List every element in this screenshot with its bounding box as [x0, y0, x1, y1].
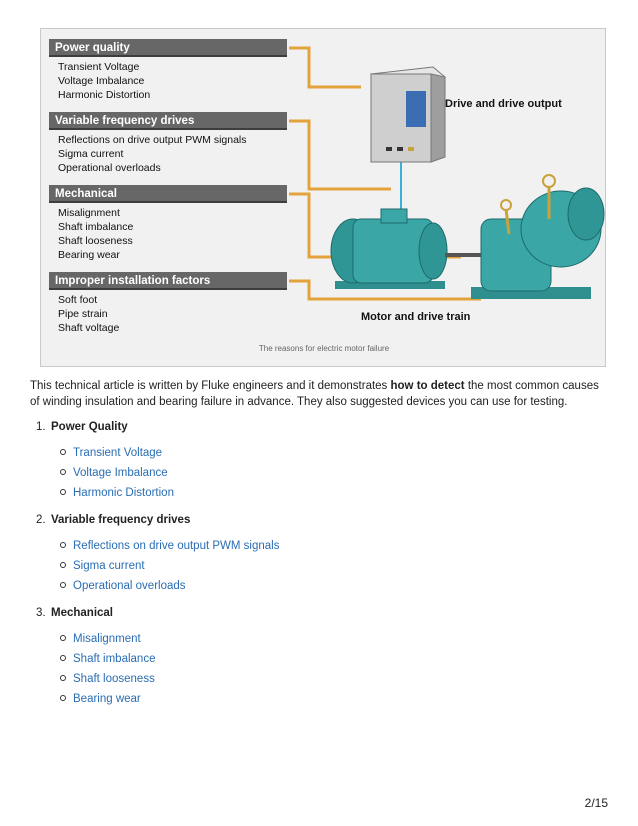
category-items-mechanical [58, 206, 133, 262]
section-title-text: Mechanical [51, 607, 113, 619]
section-title [36, 421, 128, 433]
pump-shape [471, 175, 604, 299]
bullet-icon [60, 695, 66, 701]
figure-item: Sigma current [58, 148, 124, 160]
category-items-power-quality [58, 60, 150, 102]
category-items-installation [58, 293, 119, 335]
figure-item: Operational overloads [58, 162, 161, 174]
list-item [60, 447, 162, 459]
section-title [36, 607, 113, 619]
section-title-text: Variable frequency drives [51, 514, 191, 526]
section-number: 3. [36, 607, 46, 619]
list-item [60, 560, 145, 572]
list-item [60, 633, 141, 645]
list-item [60, 487, 174, 499]
figure-item: Pipe strain [58, 308, 108, 320]
list-item [60, 693, 141, 705]
link[interactable]: Misalignment [73, 633, 141, 645]
section-title [36, 514, 190, 526]
bullet-icon [60, 469, 66, 475]
bullet-icon [60, 582, 66, 588]
link[interactable]: Shaft looseness [73, 673, 155, 685]
figure-item: Harmonic Distortion [58, 89, 151, 101]
intro-text-start: This technical article is written by Fluke engineers and it demonstrates [30, 380, 391, 392]
figure-item: Shaft imbalance [58, 221, 134, 233]
link[interactable]: Operational overloads [73, 580, 186, 592]
link[interactable]: Voltage Imbalance [73, 467, 168, 479]
list-item [60, 540, 279, 552]
bullet-icon [60, 635, 66, 641]
bullet-icon [60, 655, 66, 661]
intro-paragraph [30, 378, 610, 410]
link[interactable]: Harmonic Distortion [73, 487, 174, 499]
link[interactable]: Shaft imbalance [73, 653, 156, 665]
category-items-vfd [58, 133, 247, 175]
link[interactable]: Transient Voltage [73, 447, 163, 459]
category-header-vfd: Variable frequency drives [49, 112, 287, 130]
motor-shape [331, 209, 481, 289]
category-header-mechanical: Mechanical [49, 185, 287, 203]
bullet-icon [60, 562, 66, 568]
figure-item: Transient Voltage [58, 61, 140, 73]
figure-item: Reflections on drive output PWM signals [58, 134, 247, 146]
intro-bold: how to detect [390, 380, 465, 392]
category-header-installation: Improper installation factors [49, 272, 287, 290]
motor-failure-figure [40, 28, 606, 367]
figure-item: Voltage Imbalance [58, 75, 145, 87]
figure-item: Shaft looseness [58, 235, 133, 247]
bullet-icon [60, 675, 66, 681]
page-number: 2/15 [584, 796, 608, 810]
figure-item: Shaft voltage [58, 322, 120, 334]
link[interactable]: Sigma current [73, 560, 145, 572]
list-item [60, 467, 168, 479]
list-item [60, 653, 155, 665]
drive-cabinet-shape [371, 67, 445, 162]
intro-text-end: the most common causes of winding insulation and bearing failure in advance. They also suggested devices you can use for testing. [30, 380, 599, 408]
figure-item: Soft foot [58, 294, 98, 306]
section-number: 1. [36, 421, 46, 433]
motor-label: Motor and drive train [361, 311, 471, 323]
bullet-icon [60, 449, 66, 455]
bullet-icon [60, 489, 66, 495]
drive-label: Drive and drive output [445, 98, 562, 110]
figure-caption: The reasons for electric motor failure [258, 344, 390, 353]
figure-item: Misalignment [58, 207, 120, 219]
link[interactable]: Bearing wear [73, 693, 141, 705]
figure-item: Bearing wear [58, 249, 120, 261]
list-item [60, 580, 186, 592]
category-header-power-quality: Power quality [49, 39, 287, 57]
list-item [60, 673, 155, 685]
bullet-icon [60, 542, 66, 548]
section-number: 2. [36, 514, 46, 526]
link[interactable]: Reflections on drive output PWM signals [73, 540, 280, 552]
section-title-text: Power Quality [51, 421, 128, 433]
